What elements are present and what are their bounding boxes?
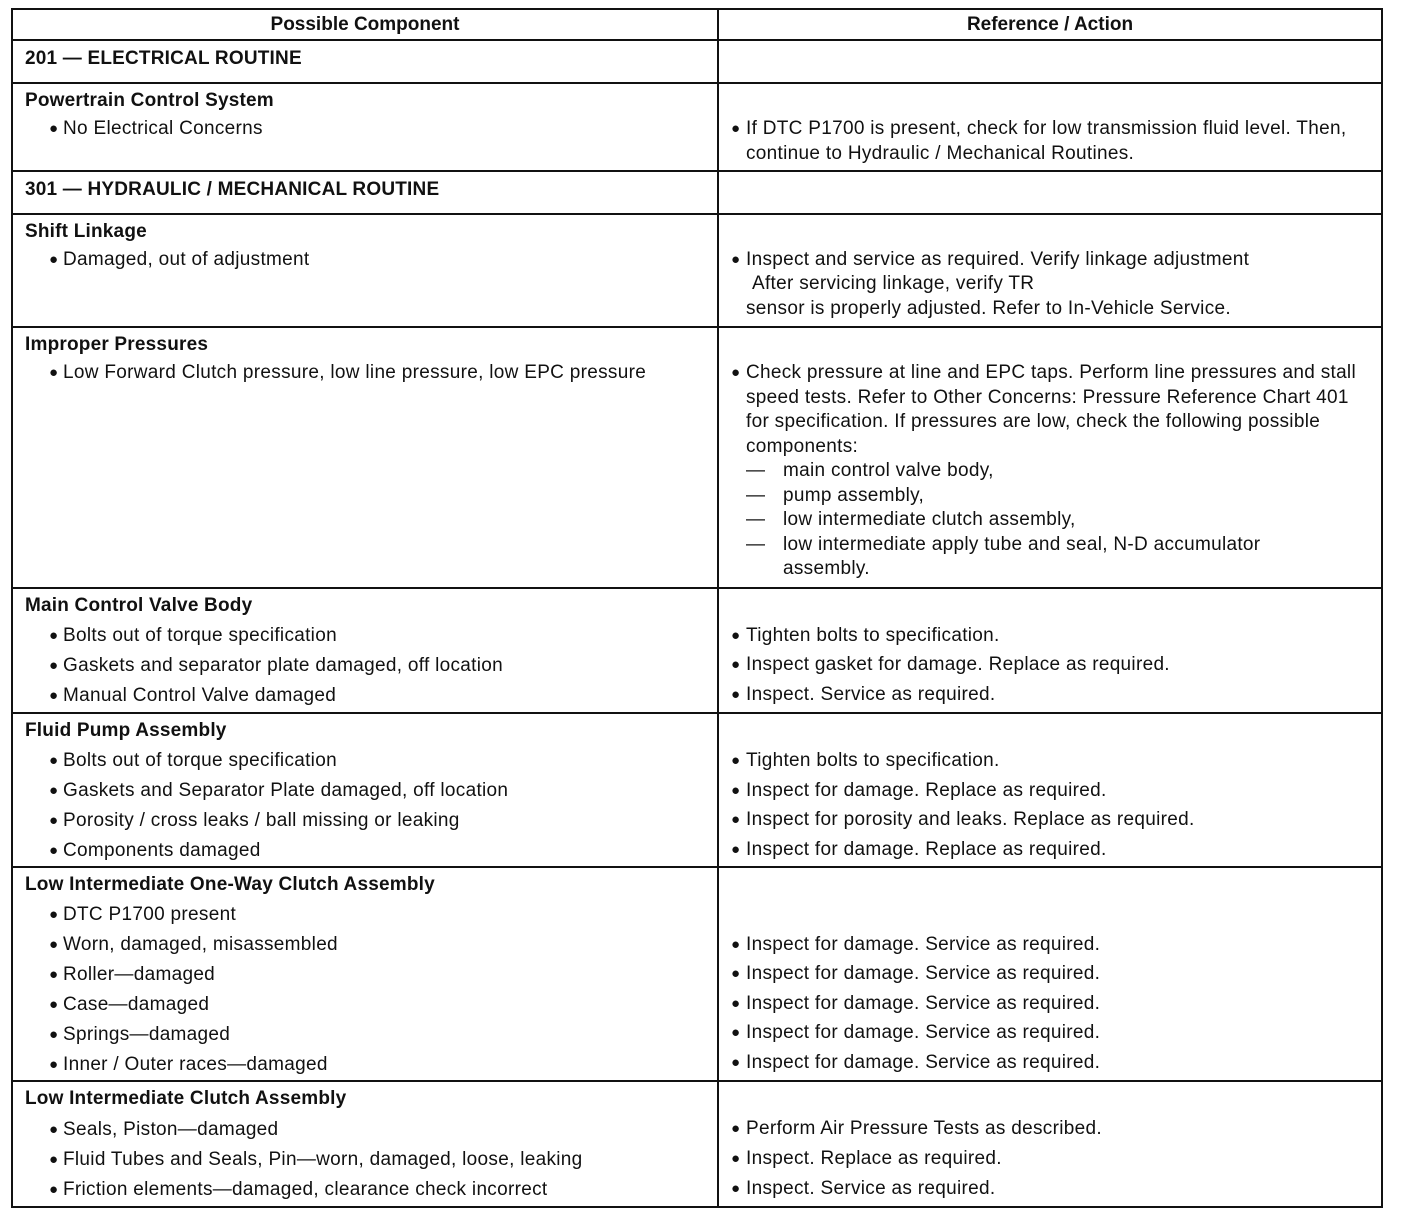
sub-item: — low intermediate clutch assembly, xyxy=(746,509,1076,530)
action-item: ● Inspect for damage. Service as required. xyxy=(731,962,1100,987)
action-item: ● Inspect. Service as required. xyxy=(731,1177,995,1202)
sub-item: — main control valve body, xyxy=(746,460,994,481)
routine-title-hydraulic: 301 — HYDRAULIC / MECHANICAL ROUTINE xyxy=(12,171,718,214)
sub-item: — low intermediate apply tube and seal, N-D accumulator assembly. xyxy=(746,533,1261,579)
list-item: ● Damaged, out of adjustment xyxy=(63,248,310,273)
action-item: ● Inspect. Service as required. xyxy=(731,683,995,708)
bullet-icon xyxy=(731,779,740,805)
action-item: ● Inspect. Replace as required. xyxy=(731,1147,1002,1172)
bullet-icon xyxy=(731,248,740,274)
group-title: Fluid Pump Assembly xyxy=(25,720,227,741)
list-item: ● Manual Control Valve damaged xyxy=(63,684,336,709)
sub-item: — pump assembly, xyxy=(746,484,925,506)
action-item: ● Inspect for damage. Service as required. xyxy=(731,933,1100,958)
list-item: ● No Electrical Concerns xyxy=(63,117,263,142)
bullet-icon xyxy=(49,779,58,805)
action-item: ● Tighten bolts to specification. xyxy=(731,749,1000,774)
group-title: Improper Pressures xyxy=(25,334,209,355)
bullet-icon xyxy=(731,1021,740,1047)
empty-cell xyxy=(718,171,1382,214)
list-item: ● Inner / Outer races—damaged xyxy=(63,1053,328,1078)
action-header: Reference / Action xyxy=(718,9,1382,40)
bullet-icon xyxy=(731,933,740,959)
action-item: ● Inspect for porosity and leaks. Replace as required. xyxy=(731,808,1195,833)
action-cell xyxy=(718,713,1382,867)
component-cell xyxy=(12,83,718,171)
bullet-icon xyxy=(731,992,740,1018)
bullet-icon xyxy=(49,993,58,1019)
list-item: ● Gaskets and Separator Plate damaged, off location xyxy=(63,779,508,804)
bullet-icon xyxy=(731,1147,740,1173)
list-item: ● Case—damaged xyxy=(63,993,209,1018)
bullet-icon xyxy=(49,1023,58,1049)
action-item: ● If DTC P1700 is present, check for low transmission fluid level. Then, continue to Hydraulic / Mechanical Routines. xyxy=(731,117,1356,166)
bullet-icon xyxy=(731,117,740,143)
bullet-icon xyxy=(731,749,740,775)
bullet-icon xyxy=(49,654,58,680)
list-item: ● Porosity / cross leaks / ball missing or leaking xyxy=(63,809,460,834)
bullet-icon xyxy=(731,683,740,709)
list-item: ● Components damaged xyxy=(63,839,261,864)
action-cell xyxy=(718,327,1382,588)
bullet-icon xyxy=(731,808,740,834)
bullet-icon xyxy=(731,962,740,988)
action-item: ● Inspect and service as required. Verify linkage adjustment xyxy=(731,248,1249,273)
routine-row xyxy=(12,40,1382,83)
list-item: ● Springs—damaged xyxy=(63,1023,230,1048)
group-title: Low Intermediate Clutch Assembly xyxy=(25,1088,347,1109)
list-item: ● DTC P1700 present xyxy=(63,903,236,928)
bullet-icon xyxy=(49,1053,58,1079)
routine-title-electrical: 201 — ELECTRICAL ROUTINE xyxy=(12,40,718,83)
group-title: Shift Linkage xyxy=(25,221,147,242)
header-row xyxy=(12,9,1382,40)
bullet-icon xyxy=(731,838,740,864)
action-item: ● Check pressure at line and EPC taps. Perform line pressures and stall speed tests. Refer to Other Concerns: Pressure Reference Chart 401 for specification. If pressures are low, check the following possible components: — main control valve body, — pump assembly, — low intermediate clutch assembly, — low intermediate apply tube and seal, N-D accumulator assembly. xyxy=(731,361,1361,582)
list-item: ● Worn, damaged, misassembled xyxy=(63,933,338,958)
action-item: ● Perform Air Pressure Tests as described. xyxy=(731,1117,1102,1142)
group-title: Powertrain Control System xyxy=(25,90,274,111)
list-item: ● Roller—damaged xyxy=(63,963,215,988)
bullet-icon xyxy=(49,933,58,959)
action-item: ● Inspect for damage. Replace as required. xyxy=(731,838,1107,863)
bullet-icon xyxy=(731,1051,740,1077)
action-item: ● Inspect for damage. Replace as required. xyxy=(731,779,1107,804)
bullet-icon xyxy=(49,749,58,775)
list-item: ● Friction elements—damaged, clearance check incorrect xyxy=(63,1178,547,1203)
list-item: ● Bolts out of torque specification xyxy=(63,624,337,649)
component-cell xyxy=(12,1081,718,1207)
action-continuation: sensor is properly adjusted. Refer to In-Vehicle Service. xyxy=(746,298,1231,319)
bullet-icon xyxy=(731,653,740,679)
bullet-icon xyxy=(49,903,58,929)
action-cell xyxy=(718,588,1382,713)
group-row-clutch xyxy=(12,1081,1382,1207)
action-cell xyxy=(718,83,1382,171)
diagnostic-table xyxy=(11,8,1383,1208)
group-title: Low Intermediate One-Way Clutch Assembly xyxy=(25,874,435,895)
bullet-icon xyxy=(731,624,740,650)
action-continuation: After servicing linkage, verify TR xyxy=(752,273,1035,294)
list-item: ● Fluid Tubes and Seals, Pin—worn, damaged, loose, leaking xyxy=(63,1148,583,1173)
bullet-icon xyxy=(49,684,58,710)
component-cell xyxy=(12,867,718,1081)
bullet-icon xyxy=(49,248,58,274)
action-cell xyxy=(718,1081,1382,1207)
action-item: ● Inspect for damage. Service as required. xyxy=(731,1051,1100,1076)
action-item: ● Inspect gasket for damage. Replace as required. xyxy=(731,653,1170,678)
group-title: Main Control Valve Body xyxy=(25,595,253,616)
bullet-icon xyxy=(49,839,58,865)
action-cell xyxy=(718,867,1382,1081)
component-cell xyxy=(12,588,718,713)
group-row-pump xyxy=(12,713,1382,867)
list-item: ● Low Forward Clutch pressure, low line pressure, low EPC pressure xyxy=(63,361,653,386)
component-cell xyxy=(12,327,718,588)
list-item: ● Gaskets and separator plate damaged, off location xyxy=(63,654,503,679)
component-cell xyxy=(12,713,718,867)
bullet-icon xyxy=(731,361,740,387)
group-row-pressures xyxy=(12,327,1382,588)
bullet-icon xyxy=(49,624,58,650)
action-item: ● Tighten bolts to specification. xyxy=(731,624,1000,649)
group-row-shift xyxy=(12,214,1382,327)
bullet-icon xyxy=(49,361,58,387)
component-header: Possible Component xyxy=(12,9,718,40)
action-item: ● Inspect for damage. Service as required. xyxy=(731,992,1100,1017)
action-cell xyxy=(718,214,1382,327)
bullet-icon xyxy=(49,1148,58,1174)
list-item: ● Bolts out of torque specification xyxy=(63,749,337,774)
action-item: ● Inspect for damage. Service as required. xyxy=(731,1021,1100,1046)
bullet-icon xyxy=(49,1178,58,1204)
bullet-icon xyxy=(49,809,58,835)
bullet-icon xyxy=(49,963,58,989)
group-row-one-way-clutch xyxy=(12,867,1382,1081)
routine-row xyxy=(12,171,1382,214)
bullet-icon xyxy=(49,117,58,143)
group-row-valve-body xyxy=(12,588,1382,713)
bullet-icon xyxy=(731,1177,740,1203)
bullet-icon xyxy=(731,1117,740,1143)
component-cell xyxy=(12,214,718,327)
group-row-powertrain xyxy=(12,83,1382,171)
list-item: ● Seals, Piston—damaged xyxy=(63,1118,278,1143)
bullet-icon xyxy=(49,1118,58,1144)
empty-cell xyxy=(718,40,1382,83)
